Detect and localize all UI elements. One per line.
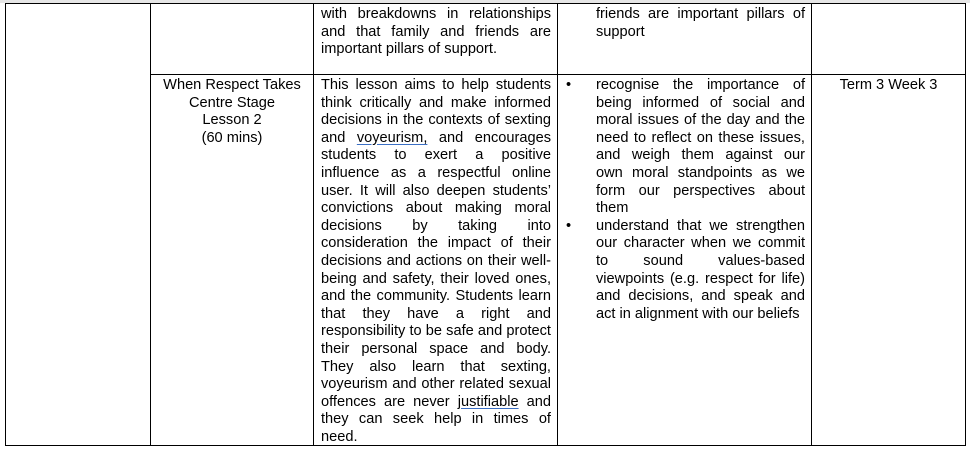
column-border-4 — [557, 3, 558, 446]
lesson-duration: (60 mins) — [201, 129, 263, 146]
column-border-left — [5, 3, 6, 446]
lesson-title-line-1: When Respect Takes — [163, 77, 301, 93]
row1-outcome: friends are important pillars of support — [596, 6, 805, 40]
column-border-2 — [150, 3, 151, 446]
row1-description: with breakdowns in relationships and that family and friends are important pillars of support. — [321, 6, 551, 58]
learning-outcome-item — [566, 77, 805, 218]
lesson-number: Lesson 2 — [202, 112, 262, 129]
learning-outcome-text: understand that we strengthen our character when we commit to sound values-based viewpoints (e.g. respect for life) and decisions, and speak and act in alignment with our beliefs — [596, 217, 805, 322]
lesson-timing: Term 3 Week 3 — [839, 77, 938, 93]
column-border-right — [965, 3, 966, 446]
learning-outcome-item — [566, 217, 805, 324]
row-divider — [150, 74, 966, 75]
lesson-title — [151, 77, 313, 147]
learning-outcome-text: recognise the importance of being informed of social and moral issues of the day and the need to reflect on these issues, and weigh them against our own moral standpoints as we form our perspectives about them — [596, 77, 805, 217]
description-text: and they can seek help in times of need. — [321, 393, 552, 445]
lesson-title-line-2: Centre Stage — [189, 94, 275, 111]
description-text: This lesson aims to help students think critically and make informed decisions in the contexts of sexting and — [321, 77, 551, 146]
spellcheck-word[interactable]: voyeurism, — [356, 129, 428, 146]
learning-outcomes-list — [566, 77, 805, 323]
bullet-icon: • — [566, 77, 572, 93]
bullet-icon: • — [566, 217, 572, 234]
description-text: and encourages students to exert a positive influence as a respectful online user. It will also deepen students’ convictions about making moral decisions by taking into consideration the impact of their decisions and actions on their well-being and safety, their loved ones, and the community. Students learn that they have a right and responsibility to be safe and protect their personal space and body. They also learn that sexting, voyeurism and other related sexual offences are never — [321, 129, 551, 410]
spellcheck-word[interactable]: justifiable — [457, 393, 519, 410]
column-border-3 — [313, 3, 314, 446]
column-border-5 — [811, 3, 812, 446]
lesson-description — [321, 77, 551, 446]
